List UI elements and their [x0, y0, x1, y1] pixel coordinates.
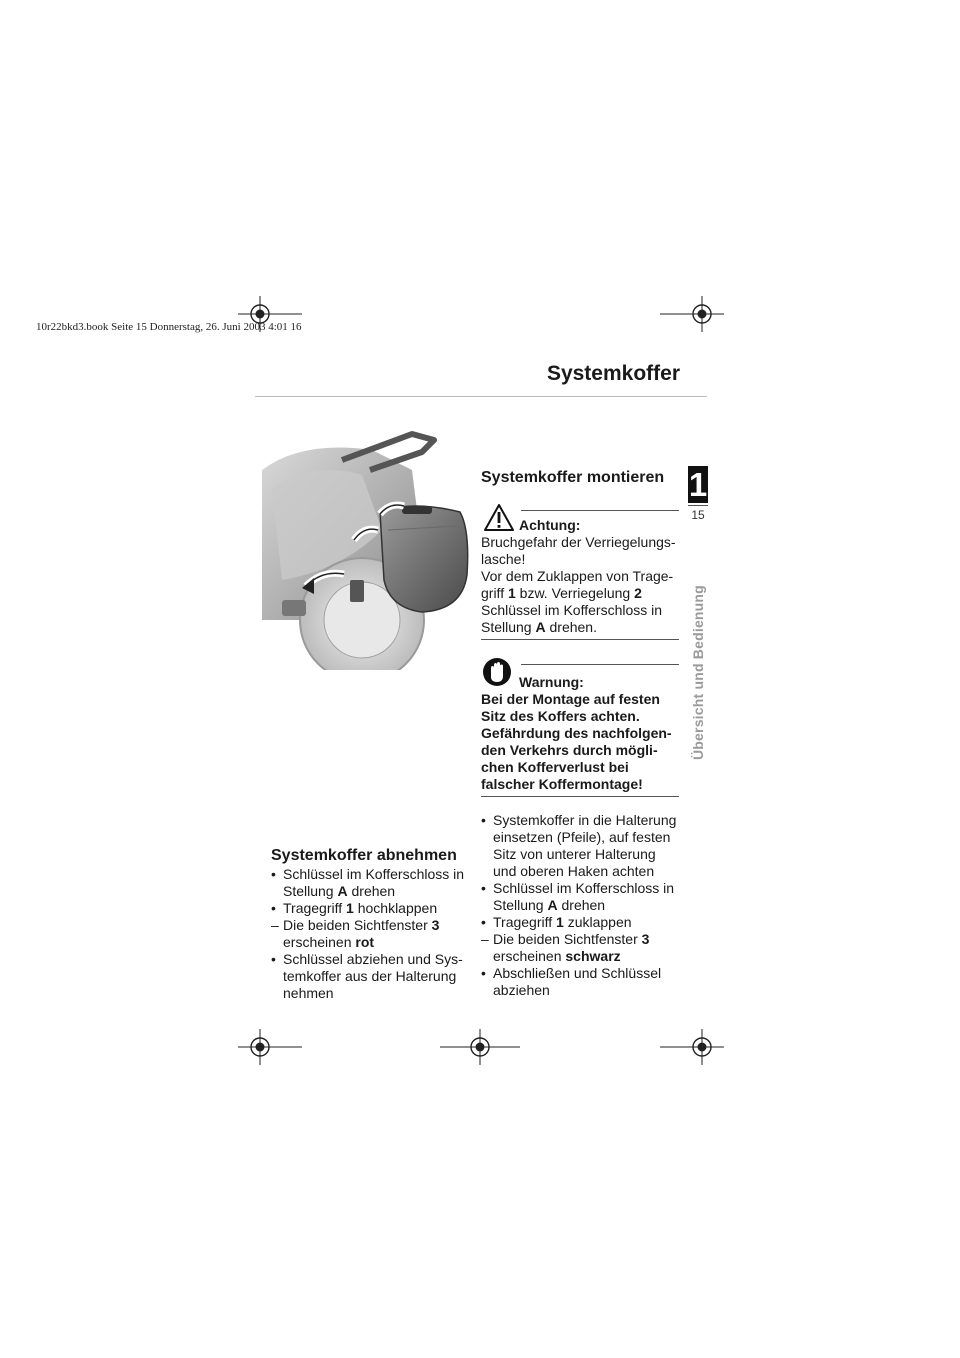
list-item: • Tragegriff 1 zuklappen — [481, 914, 632, 930]
warning-label: Warnung: — [519, 674, 584, 690]
remove-heading: Systemkoffer abnehmen — [271, 847, 457, 864]
list-item: – Die beiden Sichtfenster 3 erscheinen schwarz — [481, 931, 650, 964]
bullet-marker: • — [271, 900, 276, 916]
mount-heading: Systemkoffer montieren — [481, 469, 665, 486]
warning-hand-icon — [481, 656, 515, 688]
registration-mark-icon — [660, 294, 724, 334]
bullet-marker: • — [271, 951, 276, 967]
list-item: • Schlüssel im Kofferschloss in Stellung A drehen — [481, 880, 675, 913]
registration-mark-icon — [660, 1027, 724, 1067]
caution-text-2: Vor dem Zuklappen von Trage-griff 1 bzw. Verriegelung 2 Schlüssel im Kofferschloss in Stellung A drehen. — [481, 568, 674, 635]
warning-text: Bei der Montage auf festen Sitz des Koffers achten. Gefährdung des nachfolgen-den Verkehrs durch mögli-chen Kofferverlust bei falscher Koffermontage! — [481, 691, 672, 792]
page-title: Systemkoffer — [546, 362, 680, 385]
list-item: • Schlüssel im Kofferschloss in Stellung A drehen — [271, 866, 465, 899]
motorcycle-luggage-case-illustration — [262, 430, 474, 670]
caution-text-1: Bruchgefahr der Verriegelungs-lasche! — [481, 534, 676, 567]
warning-bottom-rule — [481, 796, 679, 797]
caution-note — [481, 502, 679, 640]
dash-marker: – — [271, 917, 279, 933]
page-number: 15 — [691, 508, 705, 522]
print-header-line: 10r22bkd3.book Seite 15 Donnerstag, 26. Juni 2003 4:01 16 — [36, 321, 302, 333]
list-item: • Systemkoffer in die Halterung einsetzen (Pfeile), auf festen Sitz von unterer Halterung und oberen Haken achten — [481, 812, 677, 879]
bullet-marker: • — [271, 866, 276, 882]
chapter-side-label: Übersicht und Bedienung — [690, 585, 706, 760]
chapter-number-tab: 1 — [688, 466, 708, 503]
warning-note — [481, 656, 679, 797]
list-item: • Schlüssel abziehen und Sys-temkoffer aus der Halterung nehmen — [271, 951, 463, 1001]
caution-label: Achtung: — [519, 517, 581, 533]
registration-mark-icon — [440, 1027, 520, 1067]
list-item: – Die beiden Sichtfenster 3 erscheinen rot — [271, 917, 440, 950]
mount-steps — [481, 812, 681, 999]
title-divider — [255, 396, 707, 397]
caution-bottom-rule — [481, 639, 679, 640]
list-item: • Tragegriff 1 hochklappen — [271, 900, 438, 916]
list-item: • Abschließen und Schlüssel abziehen — [481, 965, 662, 998]
caution-triangle-icon — [481, 502, 517, 532]
chapter-tab-divider — [688, 505, 708, 506]
remove-section — [271, 846, 471, 1002]
registration-mark-icon — [238, 1027, 302, 1067]
